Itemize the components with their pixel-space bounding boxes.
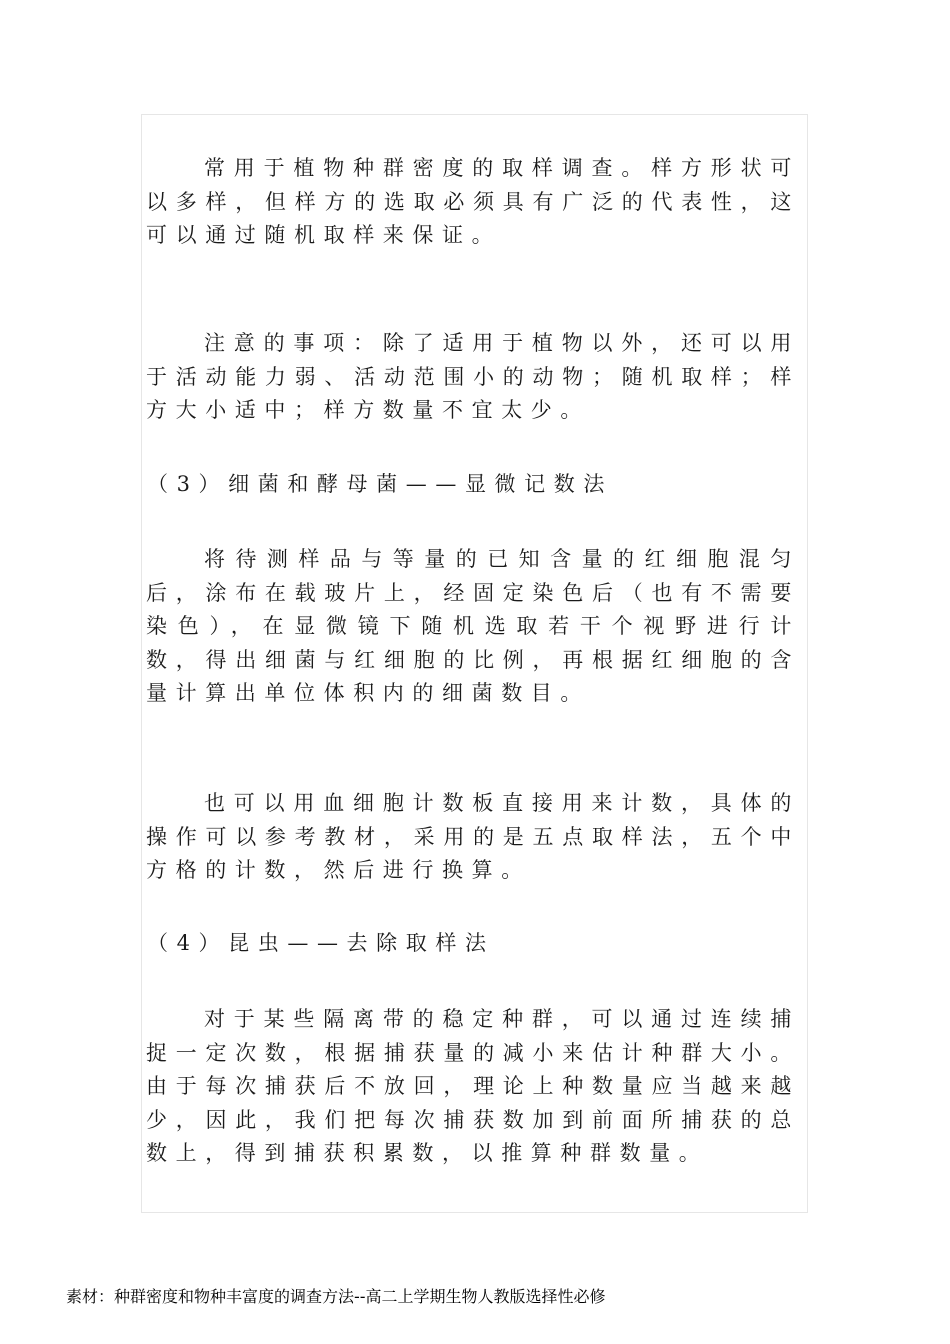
heading-insect-removal: （4）昆虫——去除取样法 bbox=[147, 931, 495, 955]
paragraph-microscopic-count: 将待测样品与等量的已知含量的红细胞混匀后，涂布在载玻片上，经固定染色后（也有不需要染色），在显微镜下随机选取若干个视野进行计数，得出细菌与红细胞的比例，再根据红细胞的含量计算出单位体积内的细菌数目。 bbox=[146, 547, 800, 705]
paragraph-precautions: 注意的事项：除了适用于植物以外，还可以用于活动能力弱、活动范围小的动物；随机取样；样方大小适中；样方数量不宜太少。 bbox=[146, 331, 800, 422]
paragraph-hemocytometer: 也可以用血细胞计数板直接用来计数，具体的操作可以参考教材，采用的是五点取样法，五个中方格的计数，然后进行换算。 bbox=[146, 791, 800, 882]
heading-bacteria-yeast: （3）细菌和酵母菌——显微记数法 bbox=[147, 472, 613, 496]
source-footer: 素材：种群密度和物种丰富度的调查方法--高二上学期生物人教版选择性必修 bbox=[66, 1287, 606, 1306]
paragraph-quadrat-sampling: 常用于植物种群密度的取样调查。样方形状可以多样，但样方的选取必须具有广泛的代表性，这可以通过随机取样来保证。 bbox=[146, 156, 800, 247]
paragraph-removal-sampling: 对于某些隔离带的稳定种群，可以通过连续捕捉一定次数，根据捕获量的减小来估计种群大小。由于每次捕获后不放回，理论上种数量应当越来越少，因此，我们把每次捕获数加到前面所捕获的总数上，得到捕获积累数，以推算种群数量。 bbox=[146, 1007, 800, 1165]
